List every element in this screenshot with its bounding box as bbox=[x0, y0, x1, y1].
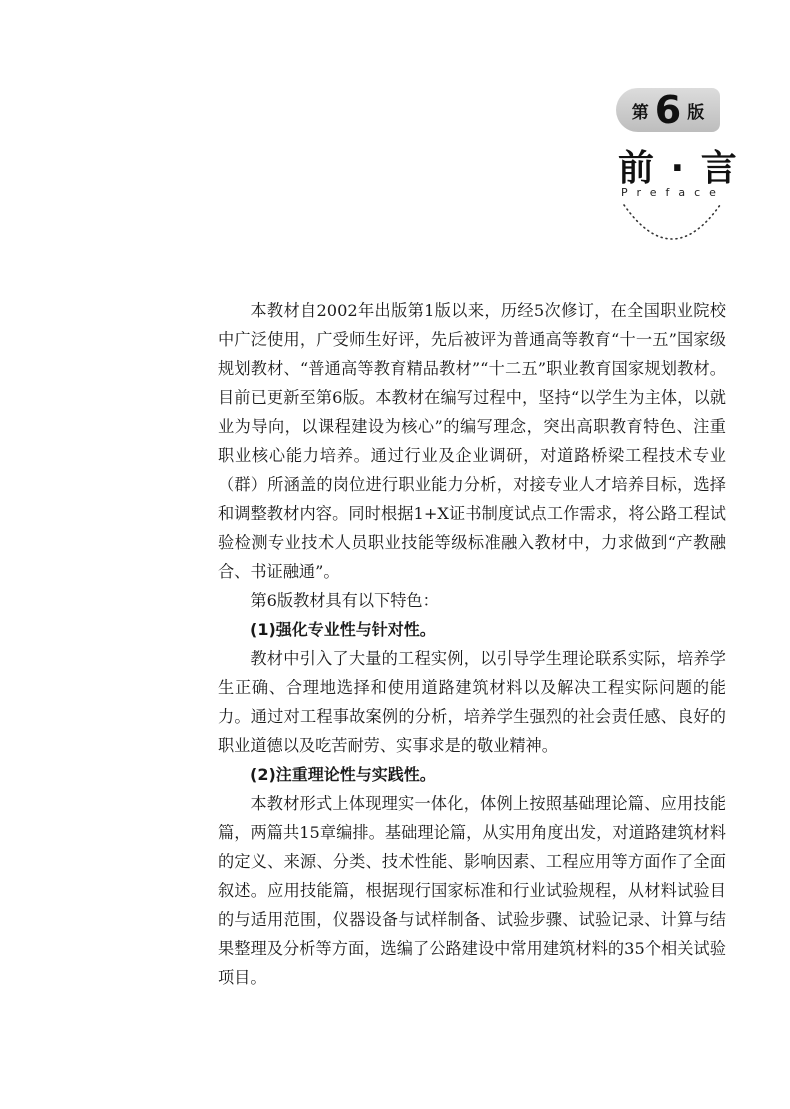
preface-body bbox=[218, 296, 726, 992]
body-paragraph: 教材中引入了大量的工程实例，以引导学生理论联系实际，培养学生正确、合理地选择和使用道路建筑材料以及解决工程实际问题的能力。通过对工程事故案例的分析，培养学生强烈的社会责任感、良好的职业道德以及吃苦耐劳、实事求是的敬业精神。 bbox=[218, 649, 726, 755]
body-paragraph: 本教材形式上体现理实一体化，体例上按照基础理论篇、应用技能篇，两篇共15章编排。基础理论篇，从实用角度出发，对道路建筑材料的定义、来源、分类、技术性能、影响因素、工程应用等方面作了全面叙述。应用技能篇，根据现行国家标准和行业试验规程，从材料试验目的与适用范围，仪器设备与试样制备、试验步骤、试验记录、计算与结果整理及分析等方面，选编了公路建设中常用建筑材料的35个相关试验项目。 bbox=[218, 794, 726, 987]
edition-suffix: 版 bbox=[687, 102, 705, 123]
section-heading: (2)注重理论性与实践性。 bbox=[250, 765, 436, 784]
dotted-arc-ornament bbox=[620, 203, 724, 245]
page-subtitle: Preface bbox=[621, 186, 725, 199]
edition-badge bbox=[616, 88, 720, 132]
edition-prefix: 第 bbox=[631, 102, 649, 123]
section-heading: (1)强化专业性与针对性。 bbox=[250, 620, 436, 639]
edition-number: 6 bbox=[654, 88, 682, 132]
page-title: 前 · 言 bbox=[618, 148, 739, 189]
body-paragraph: 第6版教材具有以下特色： bbox=[250, 591, 439, 610]
body-paragraph: 本教材自2002年出版第1版以来，历经5次修订，在全国职业院校中广泛使用，广受师生好评，先后被评为普通高等教育“十一五”国家级规划教材、“普通高等教育精品教材”“十二五”职业教育国家规划教材。目前已更新至第6版。本教材在编写过程中，坚持“以学生为主体，以就业为导向，以课程建设为核心”的编写理念，突出高职教育特色、注重职业核心能力培养。通过行业及企业调研，对道路桥梁工程技术专业（群）所涵盖的岗位进行职业能力分析，对接专业人才培养目标，选择和调整教材内容。同时根据1+X证书制度试点工作需求，将公路工程试验检测专业技术人员职业技能等级标准融入教材中，力求做到“产教融合、书证融通”。 bbox=[218, 301, 726, 581]
